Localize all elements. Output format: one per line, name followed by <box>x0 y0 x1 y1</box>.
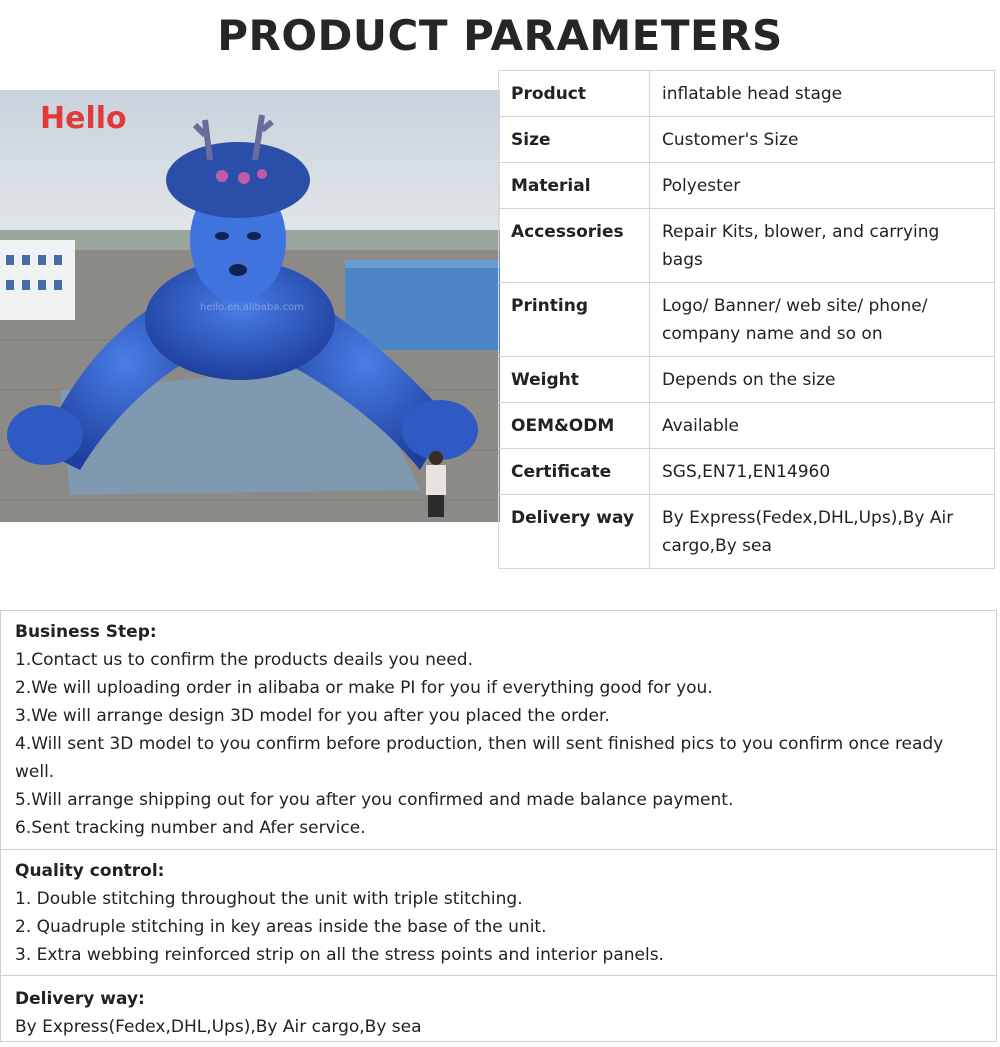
business-line: 5.Will arrange shipping out for you after you confirmed and made balance payment. <box>15 790 734 810</box>
param-key: Certificate <box>499 449 650 495</box>
param-value: By Express(Fedex,DHL,Ups),By Air cargo,By sea <box>650 495 995 569</box>
param-row <box>499 357 995 403</box>
quality-line: 2. Quadruple stitching in key areas inside the base of the unit. <box>15 917 547 937</box>
param-key: Weight <box>499 357 650 403</box>
param-key: Material <box>499 163 650 209</box>
business-step-heading: Business Step: <box>15 622 157 642</box>
product-photo <box>0 90 500 522</box>
delivery-way-section <box>0 975 997 1042</box>
param-value: Logo/ Banner/ web site/ phone/ company name and so on <box>650 283 995 357</box>
quality-line: 3. Extra webbing reinforced strip on all the stress points and interior panels. <box>15 945 664 965</box>
delivery-line: By Express(Fedex,DHL,Ups),By Air cargo,By sea <box>15 1017 422 1037</box>
quality-control-section <box>0 849 997 976</box>
param-row <box>499 117 995 163</box>
hello-logo-icon <box>40 101 127 136</box>
param-key: Delivery way <box>499 495 650 569</box>
param-value: Repair Kits, blower, and carrying bags <box>650 209 995 283</box>
param-row <box>499 209 995 283</box>
param-key: Product <box>499 71 650 117</box>
param-row <box>499 283 995 357</box>
param-value: Polyester <box>650 163 995 209</box>
param-value: inflatable head stage <box>650 71 995 117</box>
business-line: 4.Will sent 3D model to you confirm before production, then will sent finished pics to you confirm once ready well. <box>15 734 944 782</box>
param-value: Available <box>650 403 995 449</box>
svg-text:Hello: Hello <box>40 101 127 136</box>
business-step-section <box>0 610 997 850</box>
param-value: Depends on the size <box>650 357 995 403</box>
param-row <box>499 71 995 117</box>
quality-line: 1. Double stitching throughout the unit with triple stitching. <box>15 889 523 909</box>
param-value: SGS,EN71,EN14960 <box>650 449 995 495</box>
watermark-text: hello.en.alibaba.com <box>200 302 305 313</box>
param-row <box>499 449 995 495</box>
param-key: Printing <box>499 283 650 357</box>
business-line: 1.Contact us to confirm the products deails you need. <box>15 650 474 670</box>
param-key: OEM&ODM <box>499 403 650 449</box>
quality-control-heading: Quality control: <box>15 861 165 881</box>
page-title: PRODUCT PARAMETERS <box>217 11 783 60</box>
business-line: 3.We will arrange design 3D model for you after you placed the order. <box>15 706 610 726</box>
param-key: Accessories <box>499 209 650 283</box>
param-row <box>499 163 995 209</box>
param-row <box>499 403 995 449</box>
parameters-table <box>498 70 995 569</box>
param-row <box>499 495 995 569</box>
business-line: 2.We will uploading order in alibaba or make PI for you if everything good for you. <box>15 678 713 698</box>
inflatable-head-illustration <box>0 90 500 522</box>
param-value: Customer's Size <box>650 117 995 163</box>
param-key: Size <box>499 117 650 163</box>
business-line: 6.Sent tracking number and Afer service. <box>15 818 366 838</box>
delivery-way-heading: Delivery way: <box>15 989 145 1009</box>
